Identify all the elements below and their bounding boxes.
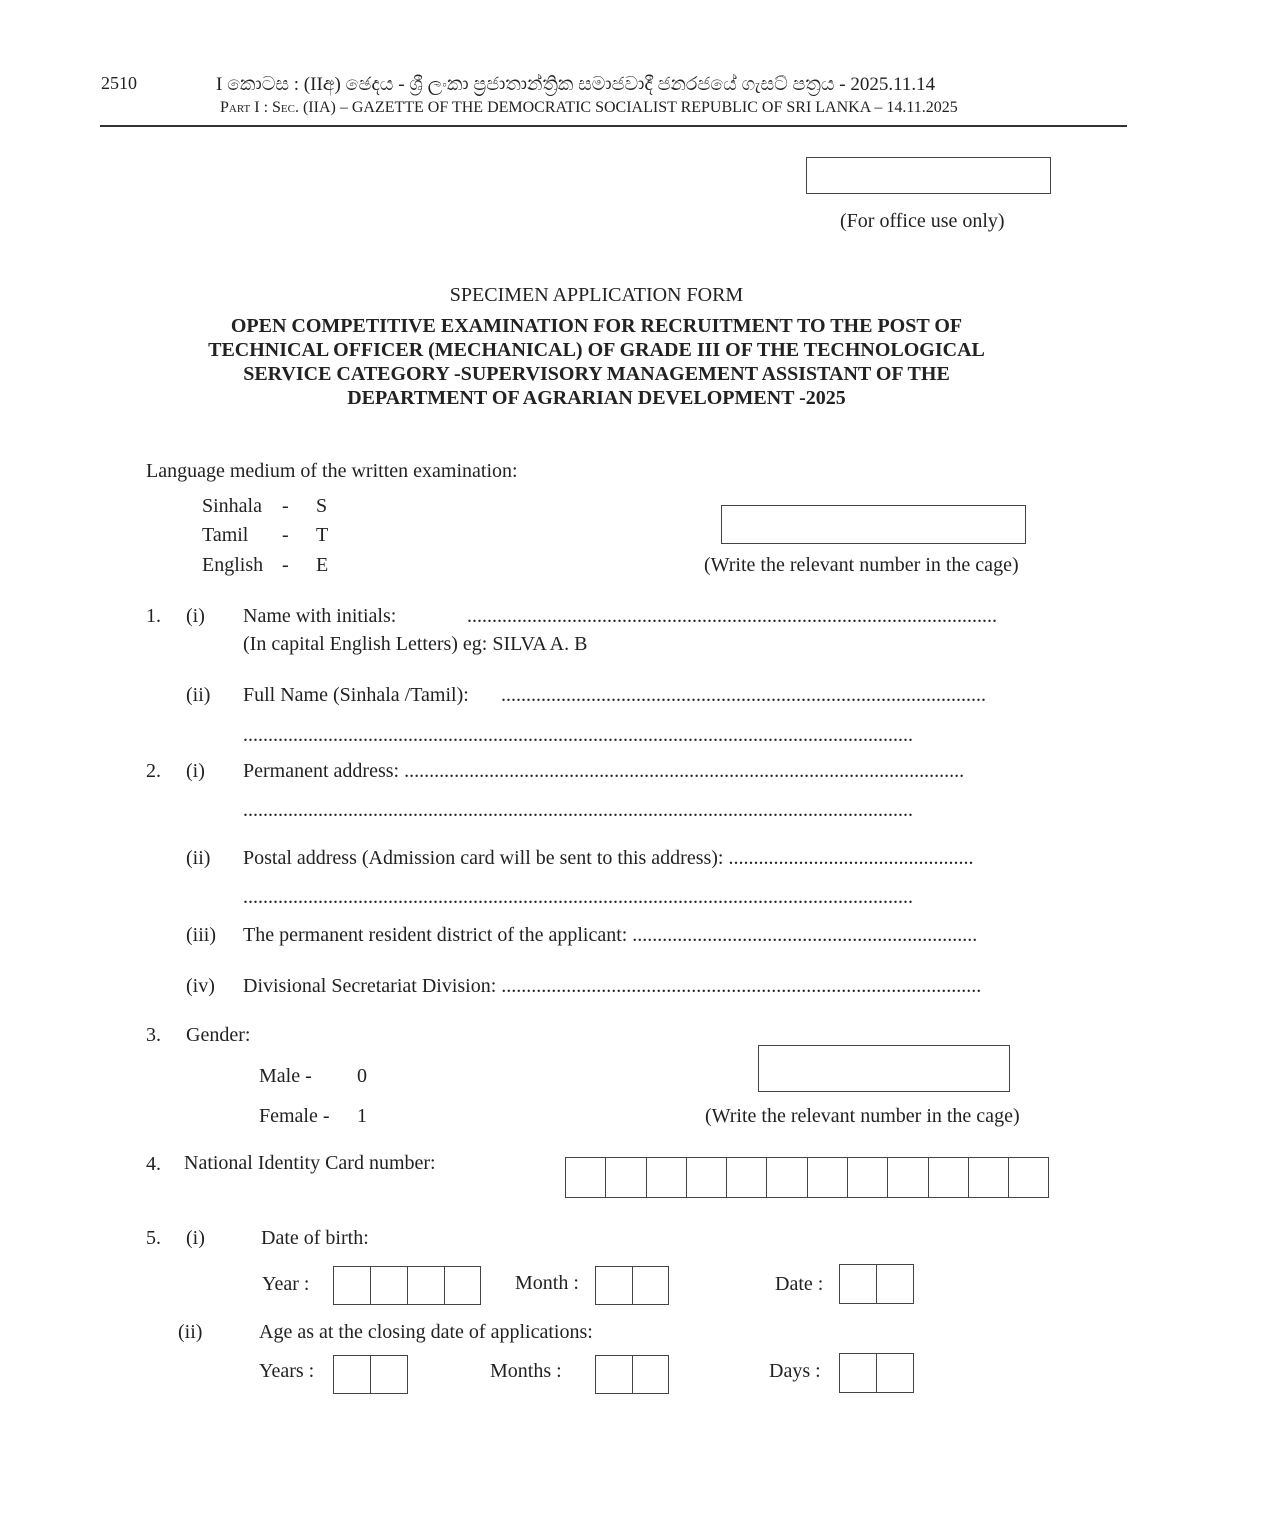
option-name: Sinhala [202,495,262,517]
option-code: 1 [357,1105,367,1127]
option-name: Male - [259,1065,312,1087]
q3-number: 3. [146,1024,161,1046]
q1-i-note: (In capital English Letters) eg: SILVA A. B [243,633,588,655]
language-cage[interactable] [721,505,1026,544]
years-cells [333,1355,408,1394]
form-title: SPECIMEN APPLICATION FORM [449,284,744,306]
year-cell[interactable] [371,1267,408,1304]
option-code: E [316,554,329,576]
month-cells [595,1266,669,1305]
q5-i-label: (i) [186,1227,205,1249]
month-cell[interactable] [633,1267,668,1304]
nic-cell[interactable] [647,1158,687,1197]
year-cells [333,1266,481,1305]
q1-ii-dots[interactable]: ................................................................................................. [501,684,986,706]
q2-ii-dots-line2[interactable]: ...................................................................................................................................... [243,886,913,908]
month-cell[interactable] [596,1267,633,1304]
option-code: S [316,495,328,517]
q2-i-label: (i) [186,760,205,782]
language-option-sinhala [202,495,327,518]
date-cell[interactable] [840,1265,877,1303]
option-code: T [316,524,329,546]
gender-cage[interactable] [758,1045,1010,1092]
nic-cells [565,1157,1049,1198]
year-cell[interactable] [334,1267,371,1304]
q2-number: 2. [146,760,161,782]
q1-ii-label: (ii) [186,684,211,706]
date-label: Date : [775,1273,824,1295]
nic-cell[interactable] [969,1158,1009,1197]
nic-cell[interactable] [566,1158,606,1197]
nic-cell[interactable] [767,1158,807,1197]
month-label: Month : [515,1272,579,1294]
nic-cell[interactable] [929,1158,969,1197]
nic-cell[interactable] [606,1158,646,1197]
date-cell[interactable] [877,1265,913,1303]
q1-ii-dots-line2[interactable]: ...................................................................................................................................... [243,724,913,746]
language-instruction: (Write the relevant number in the cage) [704,554,1019,576]
year-cell[interactable] [408,1267,445,1304]
option-code: 0 [357,1065,367,1087]
months-cell[interactable] [596,1356,633,1393]
office-use-box[interactable] [806,157,1051,194]
option-name: English [202,554,264,576]
nic-cell[interactable] [848,1158,888,1197]
q2-ii-label: (ii) [186,847,211,869]
q2-iv-label: (iv) [186,975,215,997]
q5-i-text: Date of birth: [261,1227,369,1249]
year-cell[interactable] [445,1267,480,1304]
header-sinhala: I කොටස : (IIඅ) ඡෙදය - ශ්‍රී ලංකා ප්‍රජාතාන්ත්‍රික සමාජවාදී ජනරජයේ ගැසට් පත්‍රය - 2025.11.14 [216,74,936,95]
q4-label: National Identity Card number: [184,1152,436,1174]
years-label: Years : [259,1360,315,1382]
header-english: Part I : Sec. (IIA) – GAZETTE OF THE DEMOCRATIC SOCIALIST REPUBLIC OF SRI LANKA – 14.11.2025 [220,99,958,116]
option-sep: - [282,554,289,576]
days-cell[interactable] [877,1354,913,1392]
nic-cell[interactable] [888,1158,928,1197]
q1-number: 1. [146,605,161,627]
subtitle-line: SERVICE CATEGORY -SUPERVISORY MANAGEMENT ASSISTANT OF THE [243,363,950,385]
q1-i-dots[interactable]: .......................................................................................................... [467,605,997,627]
q3-label: Gender: [186,1024,251,1046]
days-label: Days : [769,1360,821,1382]
option-name: Female - [259,1105,330,1127]
q1-i-text: Name with initials: [243,605,397,627]
gender-option-female [259,1105,367,1128]
nic-cell[interactable] [1009,1158,1048,1197]
q5-number: 5. [146,1227,161,1249]
q2-iii-label: (iii) [186,924,216,946]
header-rule [100,125,1127,127]
months-label: Months : [490,1360,562,1382]
q2-i-dots-line2[interactable]: ...................................................................................................................................... [243,799,913,821]
q5-ii-label: (ii) [178,1321,203,1343]
years-cell[interactable] [371,1356,407,1393]
nic-cell[interactable] [808,1158,848,1197]
days-cell[interactable] [840,1354,877,1392]
year-label: Year : [262,1273,310,1295]
gender-instruction: (Write the relevant number in the cage) [705,1105,1020,1127]
years-cell[interactable] [334,1356,371,1393]
q2-ii-text[interactable]: Postal address (Admission card will be sent to this address): ................................................. [243,847,974,869]
form-subtitle [0,314,1193,410]
gender-option-male [259,1065,367,1088]
option-sep: - [282,495,289,517]
language-label: Language medium of the written examination: [146,460,518,482]
page-number: 2510 [101,73,137,93]
q4-number: 4. [146,1153,161,1175]
option-name: Tamil [202,524,249,546]
language-option-english [202,554,328,577]
subtitle-line: OPEN COMPETITIVE EXAMINATION FOR RECRUITMENT TO THE POST OF [230,315,963,337]
days-cells [839,1353,914,1393]
subtitle-line: TECHNICAL OFFICER (MECHANICAL) OF GRADE III OF THE TECHNOLOGICAL [208,339,985,361]
subtitle-line: DEPARTMENT OF AGRARIAN DEVELOPMENT -2025 [347,387,846,409]
nic-cell[interactable] [687,1158,727,1197]
q2-iv-text[interactable]: Divisional Secretariat Division: ................................................................................................ [243,975,982,997]
language-option-tamil [202,524,328,547]
nic-cell[interactable] [727,1158,767,1197]
q2-iii-text[interactable]: The permanent resident district of the applicant: ..................................................................... [243,924,978,946]
q5-ii-text: Age as at the closing date of applications: [259,1321,593,1343]
office-use-label: (For office use only) [840,210,1005,232]
q1-i-label: (i) [186,605,205,627]
option-sep: - [282,524,289,546]
date-cells [839,1264,914,1304]
months-cells [595,1355,669,1394]
q1-ii-text: Full Name (Sinhala /Tamil): [243,684,469,706]
q2-i-text[interactable]: Permanent address: ................................................................................................................ [243,760,965,782]
months-cell[interactable] [633,1356,668,1393]
